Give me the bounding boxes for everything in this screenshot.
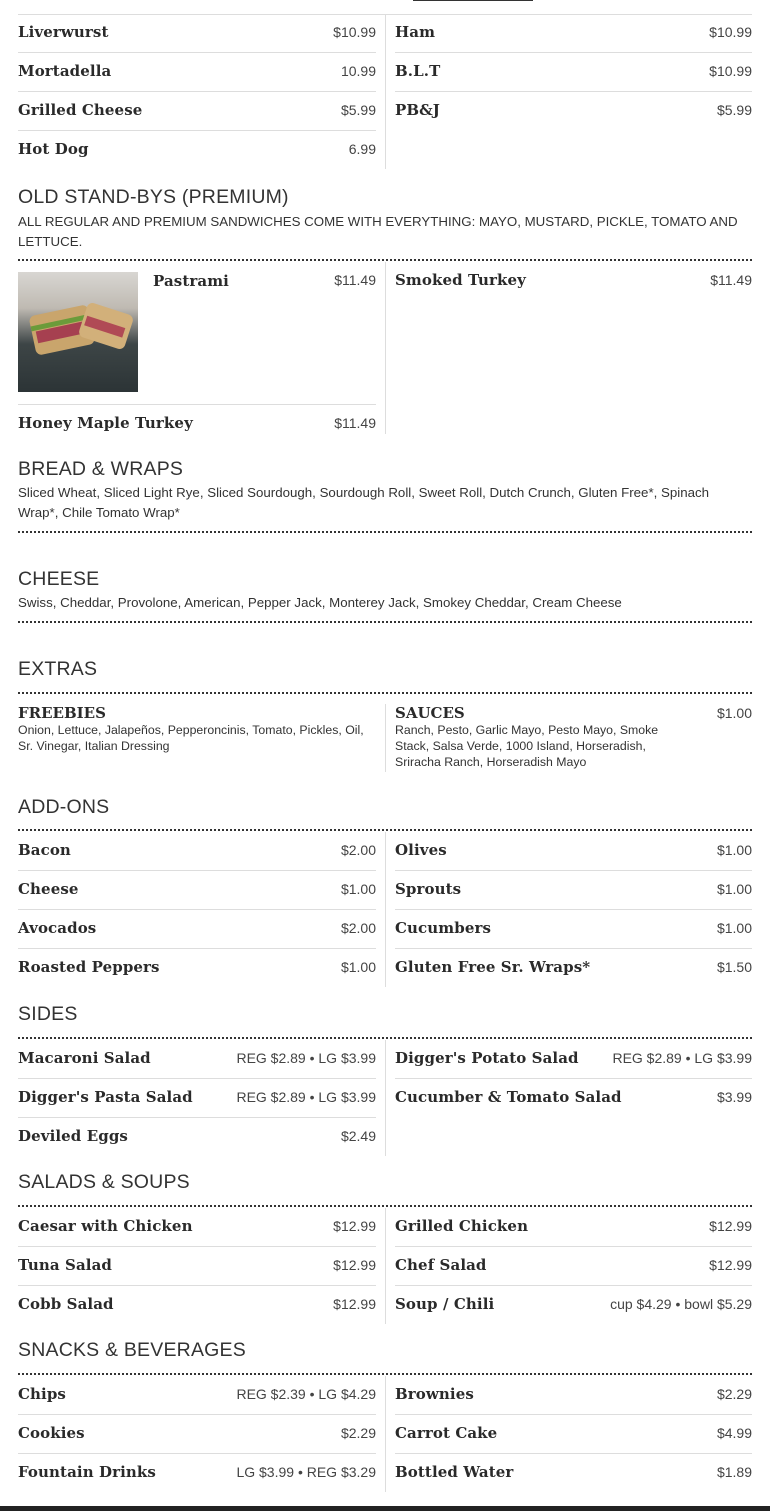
item-price: $1.00 [340, 881, 376, 897]
item-price: $1.50 [716, 959, 752, 975]
item-name: Cobb Salad [18, 1295, 114, 1313]
item-name: Cookies [18, 1424, 85, 1442]
menu-item [395, 949, 752, 988]
section-title: OLD STAND-BYS (PREMIUM) [18, 186, 289, 208]
item-name: Fountain Drinks [18, 1463, 156, 1481]
item-name: Bottled Water [395, 1463, 514, 1481]
menu-item [395, 1208, 752, 1247]
right-column [385, 1376, 752, 1492]
menu-grid [18, 14, 752, 170]
item-price: $1.00 [340, 959, 376, 975]
item-name: Grilled Chicken [395, 1217, 529, 1235]
item-price: $12.99 [333, 1218, 376, 1234]
item-name: Tuna Salad [18, 1256, 112, 1274]
left-column [18, 1376, 376, 1493]
menu-item [395, 1415, 752, 1454]
item-price: $2.29 [716, 1386, 752, 1402]
sides-section [18, 1003, 752, 1026]
item-name: Pastrami [153, 272, 229, 290]
item-name: Brownies [395, 1385, 474, 1403]
section-description: Sliced Wheat, Sliced Light Rye, Sliced Sourdough, Sourdough Roll, Sweet Roll, Dutch Crunch, Gluten Free*, Spinach Wrap*, Chile Tomato Wrap* [18, 485, 710, 520]
item-name: Liverwurst [18, 23, 109, 41]
menu-grid [18, 1376, 752, 1493]
section-title: CHEESE [18, 568, 100, 590]
item-name: Roasted Peppers [18, 958, 160, 976]
item-description: Onion, Lettuce, Jalapeños, Pepperoncinis, Tomato, Pickles, Oil, Sr. Vinegar, Italian Dressing [18, 723, 364, 753]
dotted-divider [18, 531, 752, 533]
item-name: Cucumbers [395, 919, 492, 937]
item-price: $12.99 [333, 1296, 376, 1312]
menu-grid [18, 1040, 752, 1157]
item-name: B.L.T [395, 62, 441, 80]
item-price: REG $2.89 • LG $3.99 [612, 1050, 752, 1066]
menu-grid [18, 1208, 752, 1325]
menu-item [395, 1247, 752, 1286]
menu-item [395, 92, 752, 131]
dotted-divider [18, 1205, 752, 1207]
item-name: Cucumber & Tomato Salad [395, 1088, 622, 1106]
page-bottom-border [0, 1506, 770, 1511]
menu-item [395, 1454, 752, 1493]
item-price: $12.99 [333, 1257, 376, 1273]
item-name: Mortadella [18, 62, 112, 80]
section-title: EXTRAS [18, 658, 98, 680]
menu-item [18, 910, 376, 949]
menu-item [18, 1040, 376, 1079]
dotted-divider [18, 1373, 752, 1375]
menu-item [18, 92, 376, 131]
item-price: $5.99 [716, 102, 752, 118]
right-column [385, 1040, 752, 1156]
item-price: REG $2.39 • LG $4.29 [236, 1386, 376, 1402]
item-price: $12.99 [709, 1257, 752, 1273]
menu-item [18, 949, 376, 988]
item-name: Carrot Cake [395, 1424, 498, 1442]
premium-right-column [385, 262, 752, 434]
item-name: Smoked Turkey [395, 271, 526, 289]
item-name: Digger's Potato Salad [395, 1049, 579, 1067]
menu-item [395, 871, 752, 910]
section-title: ADD-ONS [18, 796, 110, 818]
item-name: Grilled Cheese [18, 101, 143, 119]
menu-item [395, 1286, 752, 1325]
premium-section [18, 186, 752, 252]
item-name: PB&J [395, 101, 440, 119]
section-title: SALADS & SOUPS [18, 1171, 190, 1193]
item-name: Chef Salad [395, 1256, 487, 1274]
right-column [385, 1208, 752, 1324]
item-name: Honey Maple Turkey [18, 414, 193, 432]
item-price: REG $2.89 • LG $3.99 [236, 1050, 376, 1066]
dotted-divider [18, 829, 752, 831]
menu-item [395, 832, 752, 871]
item-price: 6.99 [348, 141, 376, 157]
freebies [18, 704, 376, 772]
item-price: $3.99 [716, 1089, 752, 1105]
menu-item [395, 1376, 752, 1415]
menu-item [18, 1208, 376, 1247]
item-price: cup $4.29 • bowl $5.29 [610, 1296, 752, 1312]
left-column [18, 1208, 376, 1325]
item-name: Olives [395, 841, 447, 859]
item-name: FREEBIES [18, 704, 106, 722]
item-name: Caesar with Chicken [18, 1217, 193, 1235]
item-name: Bacon [18, 841, 71, 859]
menu-item [18, 1118, 376, 1157]
menu-item [395, 14, 752, 53]
menu-item [395, 53, 752, 92]
section-title: SIDES [18, 1003, 78, 1025]
item-name: Cheese [18, 880, 79, 898]
salads-section [18, 1171, 752, 1194]
left-column [18, 14, 376, 170]
menu-grid [18, 832, 752, 988]
item-price: $1.00 [716, 705, 752, 721]
menu-item [395, 1079, 752, 1118]
menu-item [18, 1247, 376, 1286]
item-name: Sprouts [395, 880, 462, 898]
section-description: Swiss, Cheddar, Provolone, American, Pepper Jack, Monterey Jack, Smokey Cheddar, Cream Cheese [18, 595, 622, 610]
item-name: SAUCES [395, 704, 465, 722]
menu-item [395, 910, 752, 949]
snacks-section [18, 1339, 752, 1362]
menu-item [18, 131, 376, 170]
item-price: $1.89 [716, 1464, 752, 1480]
sauces [385, 704, 752, 772]
cheese-section [18, 568, 752, 613]
left-column [18, 832, 376, 988]
menu-item [18, 832, 376, 871]
menu-item [18, 405, 376, 444]
section-title: SNACKS & BEVERAGES [18, 1339, 246, 1361]
item-name: Avocados [18, 919, 97, 937]
menu-item [18, 1286, 376, 1325]
regular-sandwiches [18, 14, 752, 170]
dotted-divider [18, 1037, 752, 1039]
premium-items [18, 262, 752, 444]
featured-item [18, 262, 376, 405]
section-description: ALL REGULAR AND PREMIUM SANDWICHES COME WITH EVERYTHING: MAYO, MUSTARD, PICKLE, TOMATO AND LETTUCE. [18, 214, 738, 249]
menu-item [18, 14, 376, 53]
right-column [385, 14, 752, 169]
item-name: Macaroni Salad [18, 1049, 151, 1067]
item-price: $11.49 [334, 272, 376, 288]
item-price: REG $2.89 • LG $3.99 [236, 1089, 376, 1105]
item-name: Soup / Chili [395, 1295, 495, 1313]
menu-item [18, 871, 376, 910]
salads-items [18, 1208, 752, 1325]
menu-item [18, 53, 376, 92]
snacks-items [18, 1376, 752, 1493]
right-column [385, 832, 752, 987]
menu-item [395, 262, 752, 301]
bread-section [18, 458, 752, 523]
item-price: $2.49 [340, 1128, 376, 1144]
item-name: Gluten Free Sr. Wraps* [395, 958, 591, 976]
premium-left-column [18, 262, 376, 444]
item-price: LG $3.99 • REG $3.29 [236, 1464, 376, 1480]
item-name: Hot Dog [18, 140, 89, 158]
item-price: $2.00 [340, 842, 376, 858]
item-price: $4.99 [716, 1425, 752, 1441]
item-price: $1.00 [716, 842, 752, 858]
extras-items [18, 704, 752, 772]
item-price: $12.99 [709, 1218, 752, 1234]
dotted-divider [18, 621, 752, 623]
dotted-divider [18, 259, 752, 261]
item-price: $10.99 [333, 24, 376, 40]
item-name: Ham [395, 23, 436, 41]
item-price: $11.49 [334, 415, 376, 431]
extras-section [18, 658, 752, 681]
item-price: 10.99 [340, 63, 376, 79]
sandwich-photo [18, 272, 138, 392]
item-price: $2.00 [340, 920, 376, 936]
sides-items [18, 1040, 752, 1157]
item-description: Ranch, Pesto, Garlic Mayo, Pesto Mayo, Smoke Stack, Salsa Verde, 1000 Island, Horseradish, Sriracha Ranch, Horseradish Mayo [395, 723, 659, 769]
item-price: $10.99 [709, 24, 752, 40]
item-price: $2.29 [340, 1425, 376, 1441]
item-price: $1.00 [716, 920, 752, 936]
dotted-divider [18, 692, 752, 694]
item-name: Deviled Eggs [18, 1127, 128, 1145]
menu-item [18, 1079, 376, 1118]
item-price: $11.49 [710, 272, 752, 288]
menu-item [18, 1376, 376, 1415]
item-price: $1.00 [716, 881, 752, 897]
item-name: Digger's Pasta Salad [18, 1088, 193, 1106]
item-price: $5.99 [340, 102, 376, 118]
addons-items [18, 832, 752, 988]
addons-section [18, 796, 752, 819]
item-name: Chips [18, 1385, 66, 1403]
menu-item [18, 1415, 376, 1454]
menu-item [18, 1454, 376, 1493]
section-title: BREAD & WRAPS [18, 458, 184, 480]
item-price: $10.99 [709, 63, 752, 79]
left-column [18, 1040, 376, 1157]
menu-item [395, 1040, 752, 1079]
image-edge [413, 0, 533, 2]
